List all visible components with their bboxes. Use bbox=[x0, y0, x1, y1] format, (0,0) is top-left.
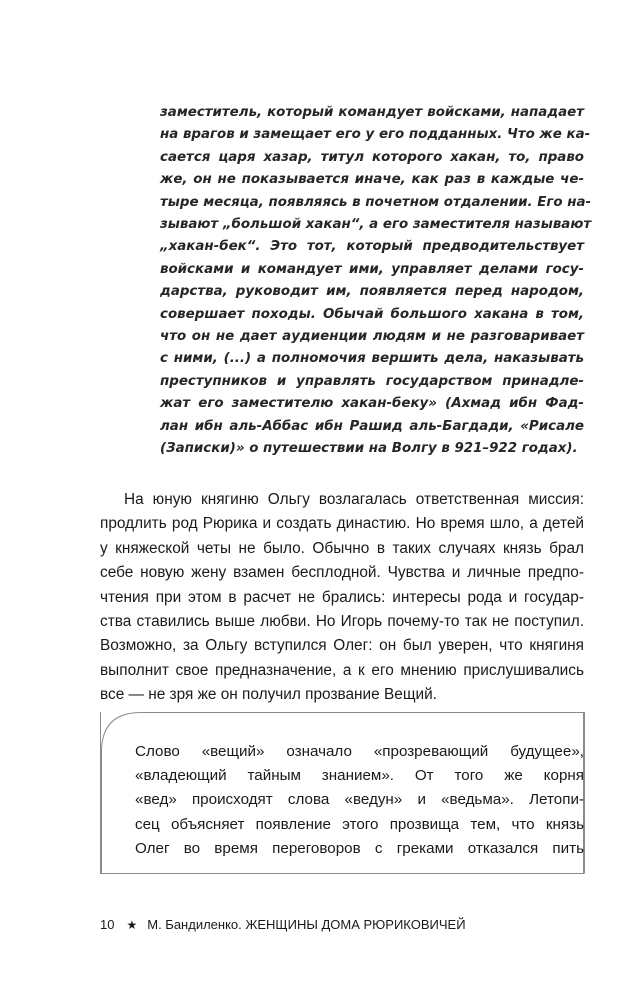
body-line: себе новую жену взамен бесплодной. Чувства и личные предпо- bbox=[100, 564, 584, 582]
sidebar-note-line: Слово «вещий» означало «прозревающий будущее», bbox=[135, 743, 584, 760]
body-line: На юную княгиню Ольгу возлагалась ответственная миссия: bbox=[124, 491, 584, 508]
star-icon: ★ bbox=[126, 918, 138, 932]
body-line: ства ставились выше любви. Но Игорь почему-то так не поступил. bbox=[100, 613, 584, 631]
quote-line: войсками и командует ими, управляет делами госу- bbox=[160, 261, 584, 277]
quote-line: жат его заместителю хакан-беку» (Ахмад ибн Фад- bbox=[160, 396, 584, 412]
quote-line: (Записки)» о путешествии на Волгу в 921–922 годах). bbox=[160, 441, 578, 457]
body-line: выполнит свое предназначение, а к его мнению прислушивались bbox=[100, 661, 584, 679]
quote-line: „хакан-бек“. Это тот, который предводительствует bbox=[160, 239, 584, 255]
quote-line: же, он не показывается иначе, как раз в каждые че- bbox=[160, 172, 584, 188]
quote-line: с ними, (...) а полномочия вершить дела, наказывать bbox=[160, 351, 584, 367]
quote-line: лан ибн аль-Аббас ибн Рашид аль-Багдади, «Рисале bbox=[160, 418, 584, 434]
quotation-block bbox=[160, 102, 592, 461]
quote-line: сается царя хазар, титул которого хакан, то, право bbox=[160, 149, 584, 165]
quote-line: преступников и управлять государством принадле- bbox=[160, 373, 584, 389]
sidebar-note-line: «вед» происходят слова «ведун» и «ведьма». Летопи- bbox=[135, 791, 584, 809]
quote-line: заместитель, который командует войсками, нападает bbox=[160, 105, 584, 120]
running-title: М. Бандиленко. ЖЕНЩИНЫ ДОМА РЮРИКОВИЧЕЙ bbox=[147, 917, 466, 932]
body-line: продлить род Рюрика и создать династию. Но время шло, а детей bbox=[100, 515, 584, 533]
page-number: 10 bbox=[100, 917, 115, 932]
body-paragraph bbox=[100, 488, 584, 708]
body-line: чтения при этом в расчет не брались: интересы рода и государ- bbox=[100, 588, 584, 606]
body-line: все — не зря же он получил прозвание Вещий. bbox=[100, 686, 437, 704]
quote-line: зывают „большой хакан“, а его заместителя называют bbox=[160, 217, 592, 233]
sidebar-note-line: Олег во время переговоров с греками отказался пить bbox=[135, 839, 584, 857]
quote-line: тыре месяца, появляясь в почетном отдалении. Его на- bbox=[160, 194, 592, 210]
quote-line: дарства, руководит им, появляется перед народом, bbox=[160, 284, 584, 300]
quote-line: что он не дает аудиенции людям и не разговаривает bbox=[160, 329, 584, 345]
sidebar-note-line: «владеющий тайным знанием». От того же корня bbox=[135, 767, 584, 785]
quote-line: на врагов и замещает его у его подданных. Что же ка- bbox=[160, 127, 591, 143]
sidebar-note bbox=[135, 740, 584, 861]
body-line: Возможно, за Ольгу вступился Олег: он был уверен, что княгиня bbox=[100, 637, 584, 655]
page-footer bbox=[100, 917, 584, 932]
quote-line: совершает походы. Обычай большого хакана в том, bbox=[160, 306, 584, 322]
body-line: у княжеской четы не было. Обычно в таких случаях князь брал bbox=[100, 539, 584, 557]
sidebar-note-line: сец объясняет появление этого прозвища тем, что князь bbox=[135, 815, 584, 833]
